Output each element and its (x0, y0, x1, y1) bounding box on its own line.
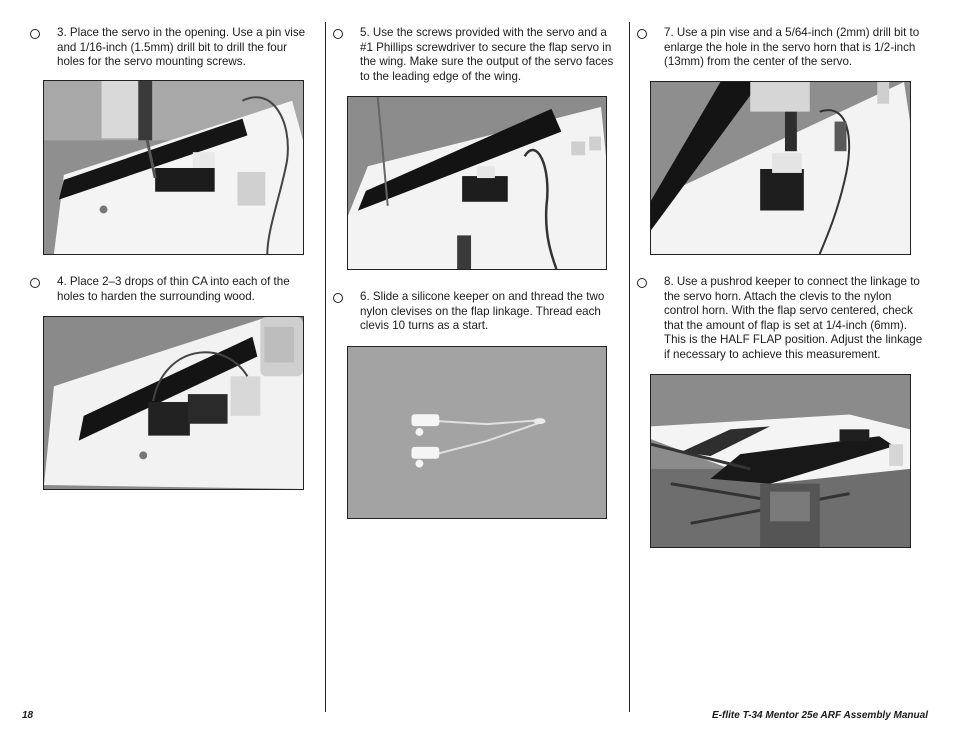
checkbox-bullet-icon[interactable] (333, 293, 343, 303)
column-divider-right (629, 22, 630, 712)
step-3 (30, 26, 310, 70)
photo-step-4-ca-glue (43, 316, 304, 490)
checkbox-bullet-icon[interactable] (30, 278, 40, 288)
photo-step-3-servo-drilling (43, 80, 304, 255)
checkbox-bullet-icon[interactable] (333, 29, 343, 39)
photo-step-8-linkage-connected (650, 374, 911, 548)
manual-title: E-flite T-34 Mentor 25e ARF Assembly Manual (712, 710, 928, 721)
checkbox-bullet-icon[interactable] (637, 29, 647, 39)
column-divider-left (325, 22, 326, 712)
step-5 (333, 26, 615, 84)
step-5-text: 5. Use the screws provided with the servo and a #1 Phillips screwdriver to secure the flap servo in the wing. Make sure the output of the servo faces to the leading edge of the wing. (360, 26, 614, 83)
photo-step-5-servo-screws (347, 96, 607, 270)
step-4-text: 4. Place 2–3 drops of thin CA into each of the holes to harden the surrounding wood. (57, 275, 290, 303)
page-number: 18 (22, 710, 34, 721)
step-4 (30, 275, 310, 304)
checkbox-bullet-icon[interactable] (637, 278, 647, 288)
photo-step-7-enlarge-horn-hole (650, 81, 911, 255)
step-3-text: 3. Place the servo in the opening. Use a pin vise and 1/16-inch (1.5mm) drill bit to drill the four holes for the servo mounting screws. (57, 26, 306, 69)
step-8-text: 8. Use a pushrod keeper to connect the linkage to the servo horn. Attach the clevis to the nylon control horn. With the flap servo centered, check that the amount of flap is set at 1/4-inch (6mm). This is the HALF FLAP position. Adjust the linkage if necessary to achieve this measurement. (664, 275, 923, 361)
step-7-text: 7. Use a pin vise and a 5/64-inch (2mm) drill bit to enlarge the hole in the servo horn that is 1/2-inch (13mm) from the center of the servo. (664, 26, 920, 69)
step-6 (333, 290, 615, 334)
step-6-text: 6. Slide a silicone keeper on and thread the two nylon clevises on the flap linkage. Thread each clevis 10 turns as a start. (360, 290, 605, 333)
step-8 (637, 275, 927, 363)
photo-step-6-clevises (347, 346, 607, 519)
checkbox-bullet-icon[interactable] (30, 29, 40, 39)
step-7 (637, 26, 927, 70)
